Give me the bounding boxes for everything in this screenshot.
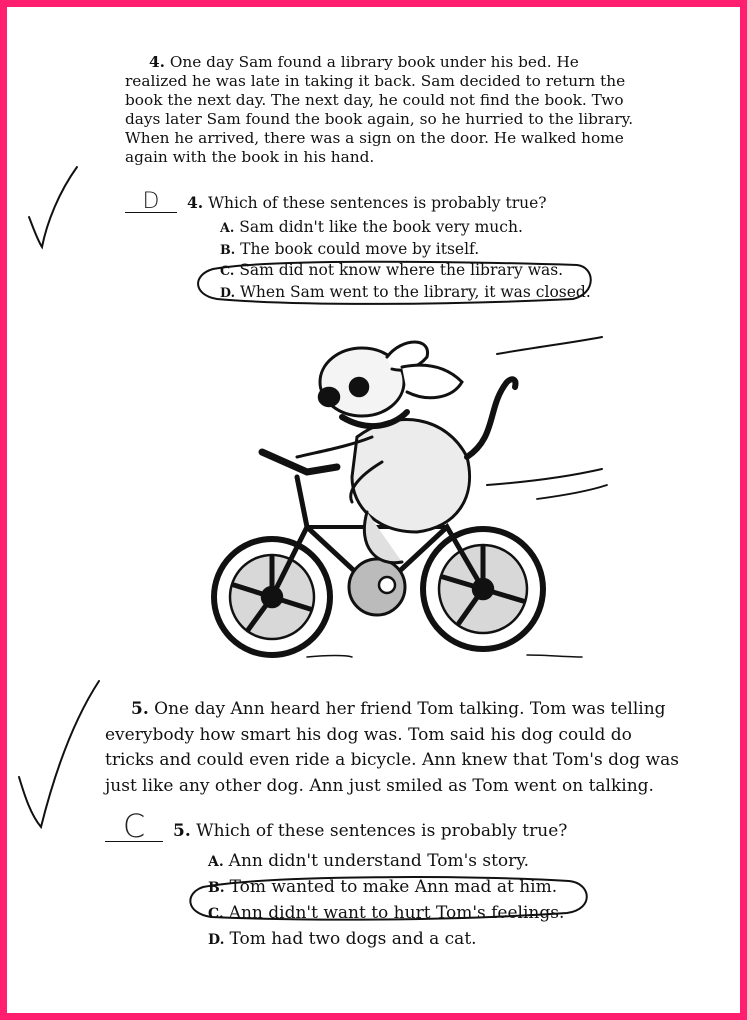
question-4-number: 4. — [187, 193, 204, 212]
passage-4-number: 4. — [149, 53, 165, 71]
dog-riding-bicycle-illustration — [214, 337, 607, 657]
check-icon — [19, 681, 99, 827]
option-5-c[interactable]: C. Ann didn't want to hurt Tom's feelings. — [208, 903, 565, 923]
handwritten-answer-5: C — [122, 807, 146, 845]
question-5-text: Which of these sentences is probably true? — [196, 821, 568, 841]
option-4-d[interactable]: D. When Sam went to the library, it was closed. — [220, 282, 591, 301]
question-5-number: 5. — [173, 821, 191, 841]
option-5-d[interactable]: D. Tom had two dogs and a cat. — [208, 929, 477, 949]
question-4-text: Which of these sentences is probably true? — [208, 194, 547, 212]
pen-marks-overlay — [7, 7, 740, 1013]
option-4-a[interactable]: A. Sam didn't like the book very much. — [220, 218, 523, 236]
circle-mark-option-4-d — [198, 262, 591, 304]
circle-mark-option-5-c — [190, 877, 586, 920]
passage-5-text: One day Ann heard her friend Tom talking. Tom was telling everybody how smart his dog was. Tom said his dog could do tricks and could even ride a bicycle. Ann knew that Tom's dog was just like any other dog. Ann just smiled as Tom went on talking. — [105, 699, 679, 796]
option-4-c[interactable]: C. Sam did not know where the library was. — [220, 261, 564, 279]
passage-4-text: One day Sam found a library book under his bed. He realized he was late in taking it back. Sam decided to return the book the next day. The next day, he could not find the book. Two days later Sam found the book again, so he hurried to the library. When he arrived, there was a sign on the door. He walked home again with the book in his hand. — [125, 53, 634, 166]
option-5-b[interactable]: B. Tom wanted to make Ann mad at him. — [208, 877, 558, 897]
option-4-b[interactable]: B. The book could move by itself. — [220, 239, 480, 258]
check-icon — [29, 167, 77, 247]
passage-5-number: 5. — [131, 699, 149, 719]
handwritten-answer-4: D — [142, 189, 160, 214]
option-5-a[interactable]: A. Ann didn't understand Tom's story. — [208, 851, 530, 871]
